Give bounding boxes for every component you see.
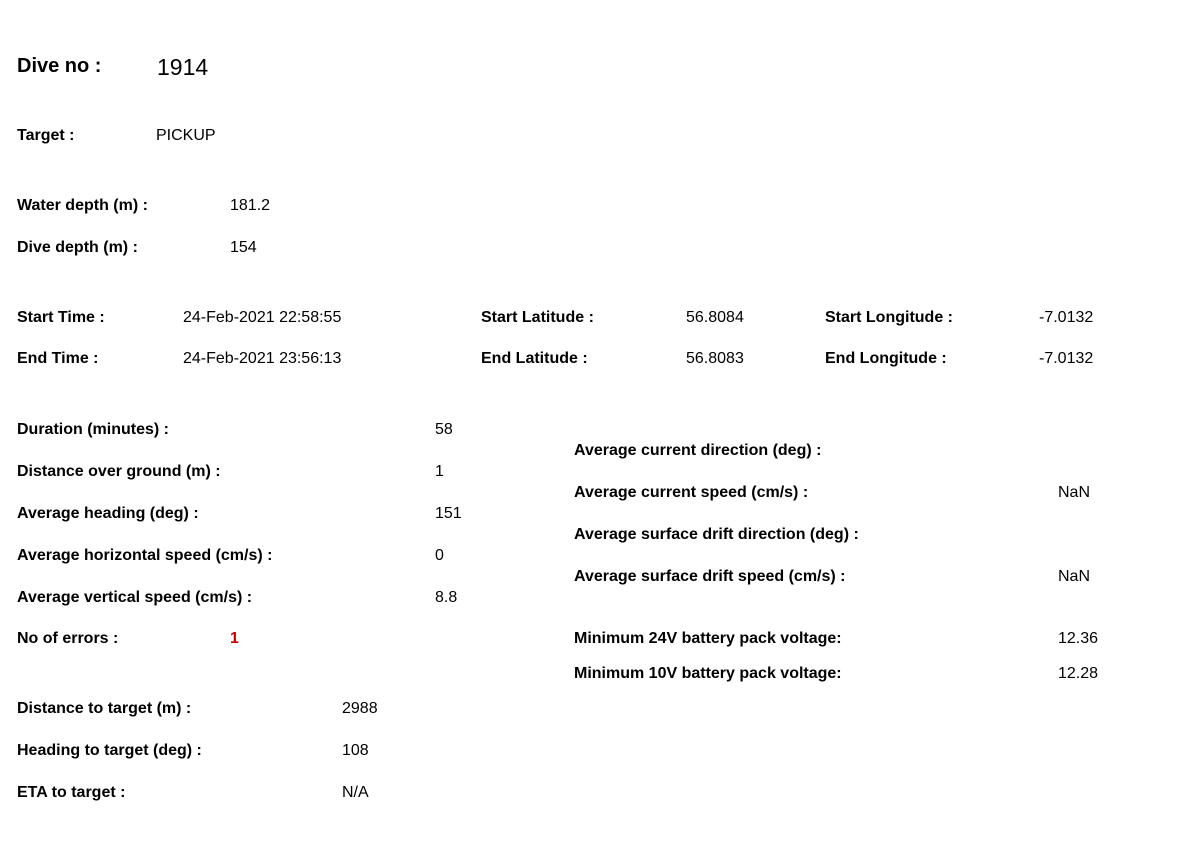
dive-no-label: Dive no : [17,55,102,77]
stat-horizontal-speed-label: Average horizontal speed (cm/s) : [17,547,273,564]
distance-to-target-label: Distance to target (m) : [17,700,192,717]
start-latitude-value: 56.8084 [686,309,744,326]
drift-direction-label: Average surface drift direction (deg) : [574,526,859,543]
heading-to-target-label: Heading to target (deg) : [17,742,202,759]
stat-horizontal-speed-value: 0 [435,547,444,564]
stat-vertical-speed-label: Average vertical speed (cm/s) : [17,589,253,606]
eta-to-target-value: N/A [342,784,369,801]
stat-distance-value: 1 [435,463,444,480]
target-label: Target : [17,127,75,144]
eta-to-target-label: ETA to target : [17,784,126,801]
battery-10v-label: Minimum 10V battery pack voltage: [574,665,842,682]
battery-24v-value: 12.36 [1058,630,1099,647]
stat-vertical-speed-value: 8.8 [435,589,458,606]
stat-duration-value: 58 [435,421,453,438]
water-depth-value: 181.2 [230,197,271,214]
heading-to-target-value: 108 [342,742,369,759]
start-longitude-label: Start Longitude : [825,309,953,326]
dive-depth-value: 154 [230,239,257,256]
drift-speed-label: Average surface drift speed (cm/s) : [574,568,846,585]
drift-speed-value: NaN [1058,568,1091,585]
stat-distance-label: Distance over ground (m) : [17,463,221,480]
end-time-value: 24-Feb-2021 23:56:13 [183,350,342,367]
errors-label: No of errors : [17,630,119,647]
battery-10v-value: 12.28 [1058,665,1099,682]
end-time-label: End Time : [17,350,99,367]
water-depth-label: Water depth (m) : [17,197,148,214]
end-latitude-label: End Latitude : [481,350,588,367]
start-latitude-label: Start Latitude : [481,309,594,326]
start-time-label: Start Time : [17,309,105,326]
end-longitude-value: -7.0132 [1039,350,1094,367]
start-longitude-value: -7.0132 [1039,309,1094,326]
dive-depth-label: Dive depth (m) : [17,239,138,256]
current-speed-label: Average current speed (cm/s) : [574,484,809,501]
battery-24v-label: Minimum 24V battery pack voltage: [574,630,842,647]
errors-value: 1 [230,630,239,647]
stat-heading-value: 151 [435,505,462,522]
target-value: PICKUP [156,127,216,144]
distance-to-target-value: 2988 [342,700,378,717]
stat-heading-label: Average heading (deg) : [17,505,199,522]
end-latitude-value: 56.8083 [686,350,744,367]
current-speed-value: NaN [1058,484,1091,501]
start-time-value: 24-Feb-2021 22:58:55 [183,309,342,326]
stat-duration-label: Duration (minutes) : [17,421,169,438]
current-direction-label: Average current direction (deg) : [574,442,822,459]
end-longitude-label: End Longitude : [825,350,947,367]
dive-no-value: 1914 [157,54,209,80]
